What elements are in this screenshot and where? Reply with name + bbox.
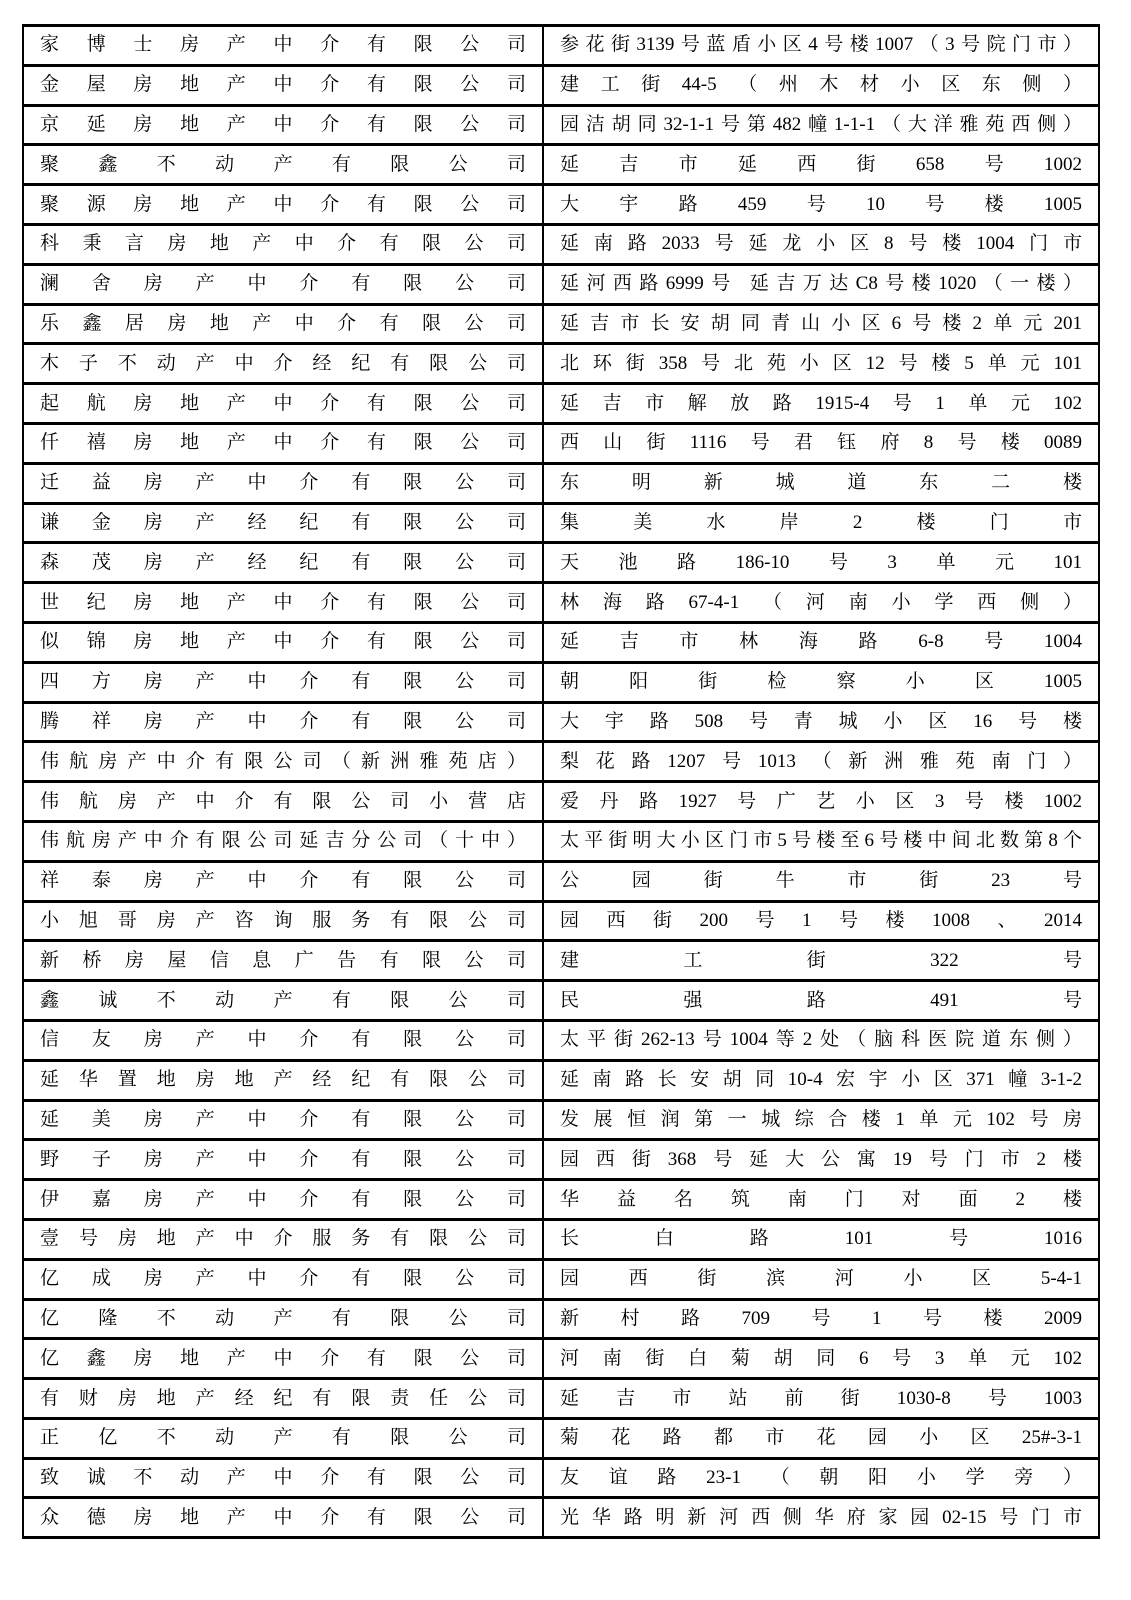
company-cell: 小旭哥房产咨询服务有限公司	[23, 901, 543, 941]
company-cell: 金屋房地产中介有限公司	[23, 65, 543, 105]
table-row	[23, 264, 1099, 304]
table-row	[23, 344, 1099, 384]
address-cell: 东明新城道东二楼	[543, 463, 1099, 503]
table-row	[23, 1418, 1099, 1458]
company-cell: 伟航房产中介有限公司延吉分公司（十中）	[23, 821, 543, 861]
company-cell: 腾祥房产中介有限公司	[23, 702, 543, 742]
address-cell: 延吉市站前街1030-8号1003	[543, 1379, 1099, 1419]
company-cell: 有财房地产经纪有限责任公司	[23, 1379, 543, 1419]
table-row	[23, 145, 1099, 185]
address-cell: 太平街262-13号1004等2处（脑科医院道东侧）	[543, 1020, 1099, 1060]
table-row	[23, 1140, 1099, 1180]
table-row	[23, 1498, 1099, 1538]
address-cell: 北环街358号北苑小区12号楼5单元101	[543, 344, 1099, 384]
address-cell: 延河西路6999号 延吉万达C8号楼1020（一楼）	[543, 264, 1099, 304]
table-row	[23, 304, 1099, 344]
company-cell: 仟禧房地产中介有限公司	[23, 423, 543, 463]
address-cell: 园洁胡同32-1-1号第482幢1-1-1（大洋雅苑西侧）	[543, 105, 1099, 145]
table-row	[23, 1379, 1099, 1419]
address-cell: 长白路101号1016	[543, 1219, 1099, 1259]
company-cell: 世纪房地产中介有限公司	[23, 583, 543, 623]
table-row	[23, 861, 1099, 901]
table-row	[23, 1458, 1099, 1498]
address-cell: 延南路2033号延龙小区8号楼1004门市	[543, 224, 1099, 264]
address-cell: 建工街44-5（州木材小区东侧）	[543, 65, 1099, 105]
company-cell: 乐鑫居房地产中介有限公司	[23, 304, 543, 344]
company-cell: 谦金房产经纪有限公司	[23, 503, 543, 543]
company-cell: 迁益房产中介有限公司	[23, 463, 543, 503]
company-cell: 科秉言房地产中介有限公司	[23, 224, 543, 264]
address-cell: 公园街牛市街23号	[543, 861, 1099, 901]
address-cell: 园西街滨河小区5-4-1	[543, 1259, 1099, 1299]
table-row	[23, 463, 1099, 503]
company-cell: 正亿不动产有限公司	[23, 1418, 543, 1458]
company-cell: 伟航房产中介有限公司（新洲雅苑店）	[23, 742, 543, 782]
address-cell: 延南路长安胡同10-4宏宇小区371幢3-1-2	[543, 1060, 1099, 1100]
address-cell: 延吉市长安胡同青山小区6号楼2单元201	[543, 304, 1099, 344]
address-cell: 梨花路1207号1013（新洲雅苑南门）	[543, 742, 1099, 782]
address-cell: 参花街3139号蓝盾小区4号楼1007（3号院门市）	[543, 26, 1099, 66]
company-cell: 野子房产中介有限公司	[23, 1140, 543, 1180]
address-cell: 菊花路都市花园小区25#-3-1	[543, 1418, 1099, 1458]
table-row	[23, 583, 1099, 623]
company-cell: 聚鑫不动产有限公司	[23, 145, 543, 185]
company-cell: 家博士房产中介有限公司	[23, 26, 543, 66]
table-row	[23, 821, 1099, 861]
table-row	[23, 105, 1099, 145]
company-cell: 木子不动产中介经纪有限公司	[23, 344, 543, 384]
table-row	[23, 503, 1099, 543]
company-cell: 亿成房产中介有限公司	[23, 1259, 543, 1299]
address-cell: 河南街白菊胡同6号3单元102	[543, 1339, 1099, 1379]
table-row	[23, 1219, 1099, 1259]
address-cell: 光华路明新河西侧华府家园02-15号门市	[543, 1498, 1099, 1538]
company-cell: 壹号房地产中介服务有限公司	[23, 1219, 543, 1259]
address-cell: 园西街200号1号楼1008、2014	[543, 901, 1099, 941]
company-cell: 亿鑫房地产中介有限公司	[23, 1339, 543, 1379]
table-row	[23, 742, 1099, 782]
table-row	[23, 423, 1099, 463]
address-cell: 华益名筑南门对面2楼	[543, 1180, 1099, 1220]
company-cell: 致诚不动产中介有限公司	[23, 1458, 543, 1498]
company-cell: 信友房产中介有限公司	[23, 1020, 543, 1060]
table-row	[23, 662, 1099, 702]
table-row	[23, 1180, 1099, 1220]
table-row	[23, 1299, 1099, 1339]
table-row	[23, 1100, 1099, 1140]
address-cell: 天池路186-10号3单元101	[543, 543, 1099, 583]
company-cell: 澜舍房产中介有限公司	[23, 264, 543, 304]
table-row	[23, 1020, 1099, 1060]
table-row	[23, 224, 1099, 264]
address-cell: 朝阳街检察小区1005	[543, 662, 1099, 702]
table-row	[23, 384, 1099, 424]
table-row	[23, 622, 1099, 662]
address-cell: 园西街368号延大公寓19号门市2楼	[543, 1140, 1099, 1180]
table-row	[23, 185, 1099, 225]
address-cell: 太平街明大小区门市5号楼至6号楼中间北数第8个	[543, 821, 1099, 861]
company-cell: 鑫诚不动产有限公司	[23, 981, 543, 1021]
table-row	[23, 702, 1099, 742]
table-row	[23, 26, 1099, 66]
company-cell: 森茂房产经纪有限公司	[23, 543, 543, 583]
company-cell: 延美房产中介有限公司	[23, 1100, 543, 1140]
table-row	[23, 981, 1099, 1021]
address-cell: 发展恒润第一城综合楼1单元102号房	[543, 1100, 1099, 1140]
table-row	[23, 941, 1099, 981]
address-cell: 建工街322号	[543, 941, 1099, 981]
company-cell: 众德房地产中介有限公司	[23, 1498, 543, 1538]
table-body	[23, 26, 1099, 1538]
address-cell: 延吉市延西街658号1002	[543, 145, 1099, 185]
address-cell: 延吉市解放路1915-4号1单元102	[543, 384, 1099, 424]
company-cell: 延华置地房地产经纪有限公司	[23, 1060, 543, 1100]
table-row	[23, 901, 1099, 941]
company-cell: 祥泰房产中介有限公司	[23, 861, 543, 901]
address-cell: 大宇路459号10号楼1005	[543, 185, 1099, 225]
company-cell: 聚源房地产中介有限公司	[23, 185, 543, 225]
company-cell: 起航房地产中介有限公司	[23, 384, 543, 424]
address-cell: 集美水岸2楼门市	[543, 503, 1099, 543]
company-cell: 伟航房产中介有限公司小营店	[23, 782, 543, 822]
address-cell: 西山街1116号君钰府8号楼0089	[543, 423, 1099, 463]
table-row	[23, 543, 1099, 583]
company-cell: 亿隆不动产有限公司	[23, 1299, 543, 1339]
company-cell: 四方房产中介有限公司	[23, 662, 543, 702]
address-cell: 林海路67-4-1（河南小学西侧）	[543, 583, 1099, 623]
address-cell: 大宇路508号青城小区16号楼	[543, 702, 1099, 742]
agency-directory-table	[22, 24, 1100, 1539]
table-row	[23, 1060, 1099, 1100]
company-cell: 新桥房屋信息广告有限公司	[23, 941, 543, 981]
table-row	[23, 65, 1099, 105]
table-row	[23, 1259, 1099, 1299]
address-cell: 民强路491号	[543, 981, 1099, 1021]
company-cell: 京延房地产中介有限公司	[23, 105, 543, 145]
table-row	[23, 782, 1099, 822]
company-cell: 似锦房地产中介有限公司	[23, 622, 543, 662]
address-cell: 友谊路23-1（朝阳小学旁）	[543, 1458, 1099, 1498]
company-cell: 伊嘉房产中介有限公司	[23, 1180, 543, 1220]
address-cell: 延吉市林海路6-8号1004	[543, 622, 1099, 662]
address-cell: 爱丹路1927号广艺小区3号楼1002	[543, 782, 1099, 822]
address-cell: 新村路709号1号楼2009	[543, 1299, 1099, 1339]
table-row	[23, 1339, 1099, 1379]
